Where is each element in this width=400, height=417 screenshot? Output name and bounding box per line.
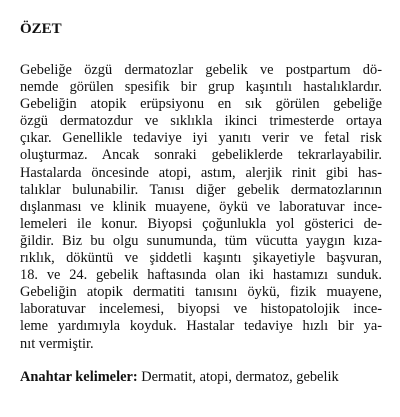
abstract-line: Hastalarda öncesinde atopi, astım, alerjik rinit gibi has-	[20, 164, 382, 181]
keywords-text: Dermatit, atopi, dermatoz, gebelik	[137, 368, 339, 385]
keywords	[20, 369, 382, 386]
abstract-line: leme yardımıyla koyduk. Hastalar tedaviye hızlı bir ya-	[20, 318, 382, 335]
abstract-page	[20, 20, 382, 386]
abstract-line: laboratuvar incelemesi, biyopsi ve histopatolojik ince-	[20, 301, 382, 318]
abstract-line: talıklar bulunabilir. Tanısı diğer gebelik dermatozlarının	[20, 181, 382, 198]
abstract-line: oluşturmaz. Ancak sonraki gebeliklerde tekrarlayabilir.	[20, 147, 382, 164]
abstract-heading: ÖZET	[20, 21, 62, 37]
abstract-line: özgü dermatozdur ve sıklıkla ikinci trimesterde ortaya	[20, 113, 382, 130]
abstract-line: nemde görülen spesifik bir grup kaşıntılı hastalıklardır.	[20, 79, 382, 96]
abstract-line: Gebeliğe özgü dermatozlar gebelik ve postpartum dö-	[20, 62, 382, 78]
abstract-line: çıkar. Genellikle tedaviye iyi yanıtı verir ve fetal risk	[20, 130, 382, 147]
abstract-line: rıklık, döküntü ve şiddetli kaşıntı şikayetiyle başvuran,	[20, 250, 382, 267]
abstract-body	[20, 62, 382, 353]
abstract-line: nıt vermiştir.	[20, 335, 94, 352]
abstract-line: lemeleri ile konur. Biyopsi çoğunlukla yol gösterici de-	[20, 215, 382, 232]
keywords-label: Anahtar kelimeler:	[20, 368, 138, 385]
abstract-line: dışlanması ve klinik muayene, öykü ve laboratuvar ince-	[20, 198, 382, 215]
abstract-line: Gebeliğin atopik erüpsiyonu en sık görülen gebeliğe	[20, 96, 382, 113]
abstract-line: 18. ve 24. gebelik haftasında olan iki hastamızı sunduk.	[20, 267, 382, 284]
abstract-line: Gebeliğin atopik dermatiti tanısını öykü, fizik muayene,	[20, 284, 382, 301]
abstract-line: ğildir. Biz bu olgu sunumunda, tüm vücutta yaygın kıza-	[20, 232, 382, 249]
